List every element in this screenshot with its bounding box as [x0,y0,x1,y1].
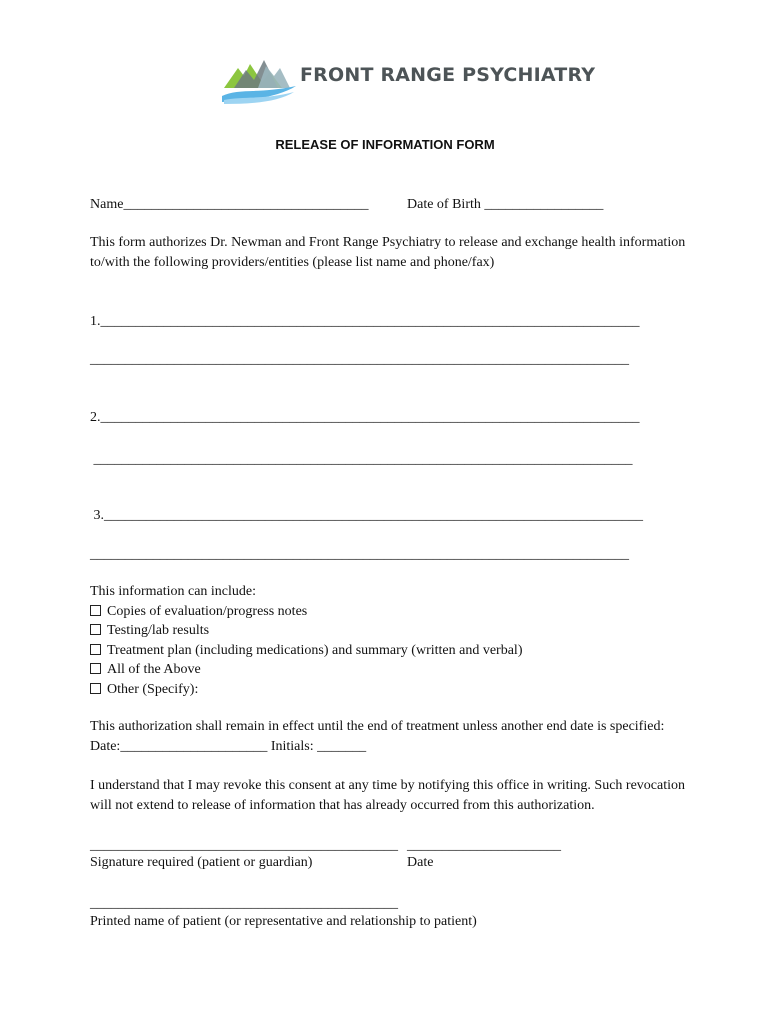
option-label: Other (Specify): [107,681,199,697]
checkbox[interactable] [90,605,101,616]
checkbox[interactable] [90,644,101,655]
provider-number: 2. [90,410,101,425]
dob-label: Date of Birth [407,197,481,212]
initials-label: Initials: [267,738,314,754]
provider-3-line-2 [90,545,629,564]
signature-date-label: Date [407,855,434,870]
duration-text: This authorization shall remain in effect until the end of treatment unless another end date is specified: [90,719,665,734]
provider-1-line-1 [90,312,640,331]
name-field[interactable]: ___________________________________ [123,197,369,212]
provider-1-line-2 [90,350,629,369]
authorization-duration [90,717,690,756]
list-item [90,660,690,680]
checkbox[interactable] [90,624,101,635]
provider-3-line-1 [90,506,643,525]
info-heading: This information can include: [90,584,257,599]
provider-2-field-2[interactable]: _____________________________________________________________________________ [90,452,633,467]
option-label: Copies of evaluation/progress notes [107,603,308,619]
provider-1-field[interactable]: _____________________________________________________________________________ [100,314,640,329]
name-label: Name [90,197,124,212]
provider-3-field-2[interactable]: _____________________________________________________________________________ [90,547,629,562]
list-item [90,641,690,661]
authorization-paragraph: This form authorizes Dr. Newman and Front Range Psychiatry to release and exchange health information to/with the following providers/entities (please list name and phone/fax) [90,235,686,270]
checkbox[interactable] [90,663,101,674]
form-title: RELEASE OF INFORMATION FORM [275,137,495,152]
option-label: Treatment plan (including medications) and summary (written and verbal) [107,642,523,658]
name-field-row [90,195,368,214]
checkbox[interactable] [90,683,101,694]
printed-name-label: Printed name of patient (or representative and relationship to patient) [90,914,477,929]
org-name: FRONT RANGE PSYCHIATRY [300,64,596,86]
list-item [90,621,690,641]
dob-field-row [407,195,603,214]
dob-field[interactable]: _________________ [480,197,604,212]
date-initials-row [90,737,690,757]
revocation-paragraph: I understand that I may revoke this consent at any time by notifying this office in writing. Such revocation will not extend to release of information that has already occurred from this authorization. [90,778,685,813]
list-item [90,602,690,622]
logo [220,50,596,110]
signature-field[interactable]: ____________________________________________ [90,838,398,853]
provider-3-field[interactable]: _____________________________________________________________________________ [104,508,643,523]
info-options-list [90,602,690,700]
provider-2-field[interactable]: _____________________________________________________________________________ [100,410,640,425]
provider-1-field-2[interactable]: _____________________________________________________________________________ [90,352,629,367]
provider-number: 1. [90,314,101,329]
initials-field[interactable]: _______ [313,738,367,754]
signature-date-field[interactable]: ______________________ [407,838,561,853]
list-item [90,680,690,700]
signature-label: Signature required (patient or guardian) [90,855,313,870]
provider-2-line-2 [90,450,633,469]
printed-name-field[interactable]: ____________________________________________ [90,896,398,911]
option-label: Testing/lab results [107,623,210,638]
mountain-logo-icon [220,50,300,106]
date-label: Date: [90,738,121,754]
info-section [90,582,690,699]
end-date-field[interactable]: _____________________ [120,738,268,754]
provider-number: 3. [90,508,104,523]
option-label: All of the Above [107,662,201,677]
provider-2-line-1 [90,408,640,427]
